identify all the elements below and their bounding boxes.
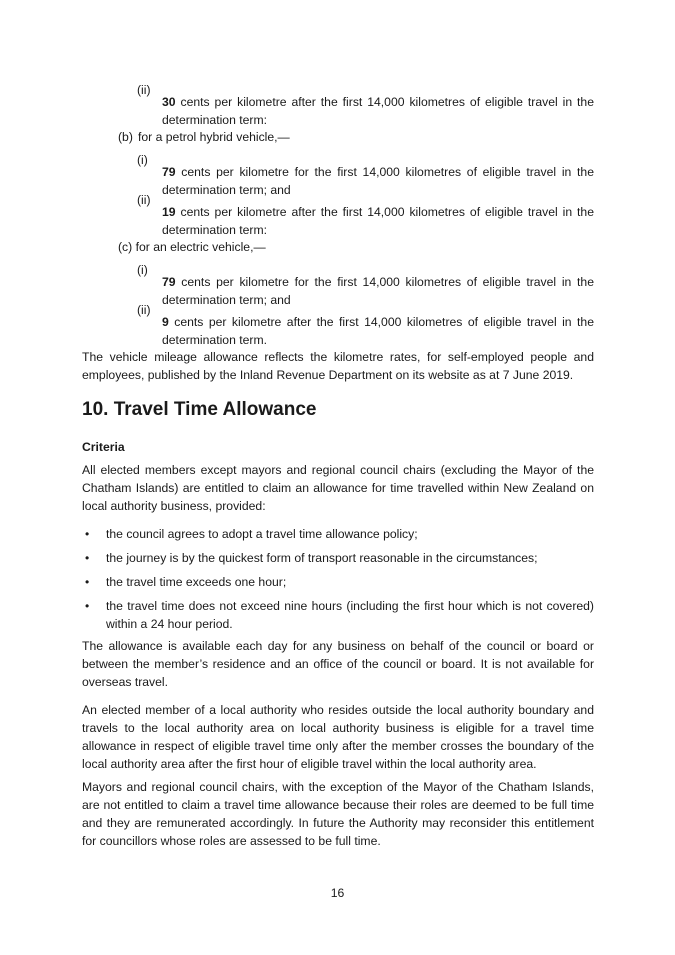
mayors-paragraph: Mayors and regional council chairs, with the exception of the Mayor of the Chatham Islands, are not entitled to claim a travel time allowance because their roles are deemed to be full time and they are remunerated accordingly. In future the Authority may reconsider this entitlement for councillors whose roles are assessed to be full time.	[82, 780, 594, 848]
item-number: (ii)	[137, 303, 151, 317]
item-number: (ii)	[137, 193, 151, 207]
rate-value: 19	[162, 205, 176, 220]
criteria-heading: Criteria	[82, 440, 125, 454]
rate-item	[162, 273, 594, 309]
bullet-marker: •	[85, 551, 90, 565]
item-number: (ii)	[137, 83, 151, 97]
rate-item	[162, 93, 594, 129]
item-number: (i)	[137, 263, 148, 277]
rate-text: cents per kilometre for the first 14,000 kilometres of eligible travel in the determination term; and	[162, 275, 594, 308]
boundary-paragraph: An elected member of a local authority who resides outside the local authority boundary and travels to the local authority area on local authority business is eligible for a travel time allowance in respect of eligible travel time only after the member crosses the boundary of the local authority area after the first hour of eligible travel within the local authority area.	[82, 703, 594, 771]
rate-text: cents per kilometre after the first 14,000 kilometres of eligible travel in the determination term:	[162, 205, 594, 238]
rate-item	[162, 313, 594, 349]
bullet-marker: •	[85, 575, 90, 589]
bullet-marker: •	[85, 527, 90, 541]
clause-text: for a petrol hybrid vehicle,—	[138, 130, 290, 144]
rate-value: 79	[162, 275, 176, 290]
bullet-item: the travel time does not exceed nine hours (including the first hour which is not covered) within a 24 hour period.	[106, 599, 594, 631]
bullet-marker: •	[85, 599, 90, 613]
page-number: 16	[330, 886, 345, 900]
mileage-paragraph: The vehicle mileage allowance reflects the kilometre rates, for self-employed people and employees, published by the Inland Revenue Department on its website as at 7 June 2019.	[82, 350, 594, 382]
rate-text: cents per kilometre after the first 14,000 kilometres of eligible travel in the determination term:	[162, 95, 594, 128]
rate-value: 30	[162, 95, 176, 110]
intro-paragraph: All elected members except mayors and regional council chairs (excluding the Mayor of the Chatham Islands) are entitled to claim an allowance for time travelled within New Zealand on local authority business, provided:	[82, 463, 594, 513]
item-number: (i)	[137, 153, 148, 167]
clause-text: (c) for an electric vehicle,—	[118, 240, 266, 254]
rate-item	[162, 203, 594, 239]
clause-label: (b)	[118, 130, 133, 144]
bullet-item: the travel time exceeds one hour;	[106, 575, 287, 589]
rate-text: cents per kilometre for the first 14,000 kilometres of eligible travel in the determination term; and	[162, 165, 594, 198]
rate-value: 79	[162, 165, 176, 180]
allowance-paragraph: The allowance is available each day for any business on behalf of the council or board or between the member’s residence and an office of the council or board. It is not available for overseas travel.	[82, 639, 594, 689]
section-title: 10. Travel Time Allowance	[82, 399, 317, 420]
rate-text: cents per kilometre after the first 14,000 kilometres of eligible travel in the determination term.	[162, 315, 594, 348]
bullet-item: the council agrees to adopt a travel time allowance policy;	[106, 527, 418, 541]
rate-value: 9	[162, 315, 169, 330]
rate-item	[162, 163, 594, 199]
bullet-item: the journey is by the quickest form of transport reasonable in the circumstances;	[106, 551, 538, 565]
